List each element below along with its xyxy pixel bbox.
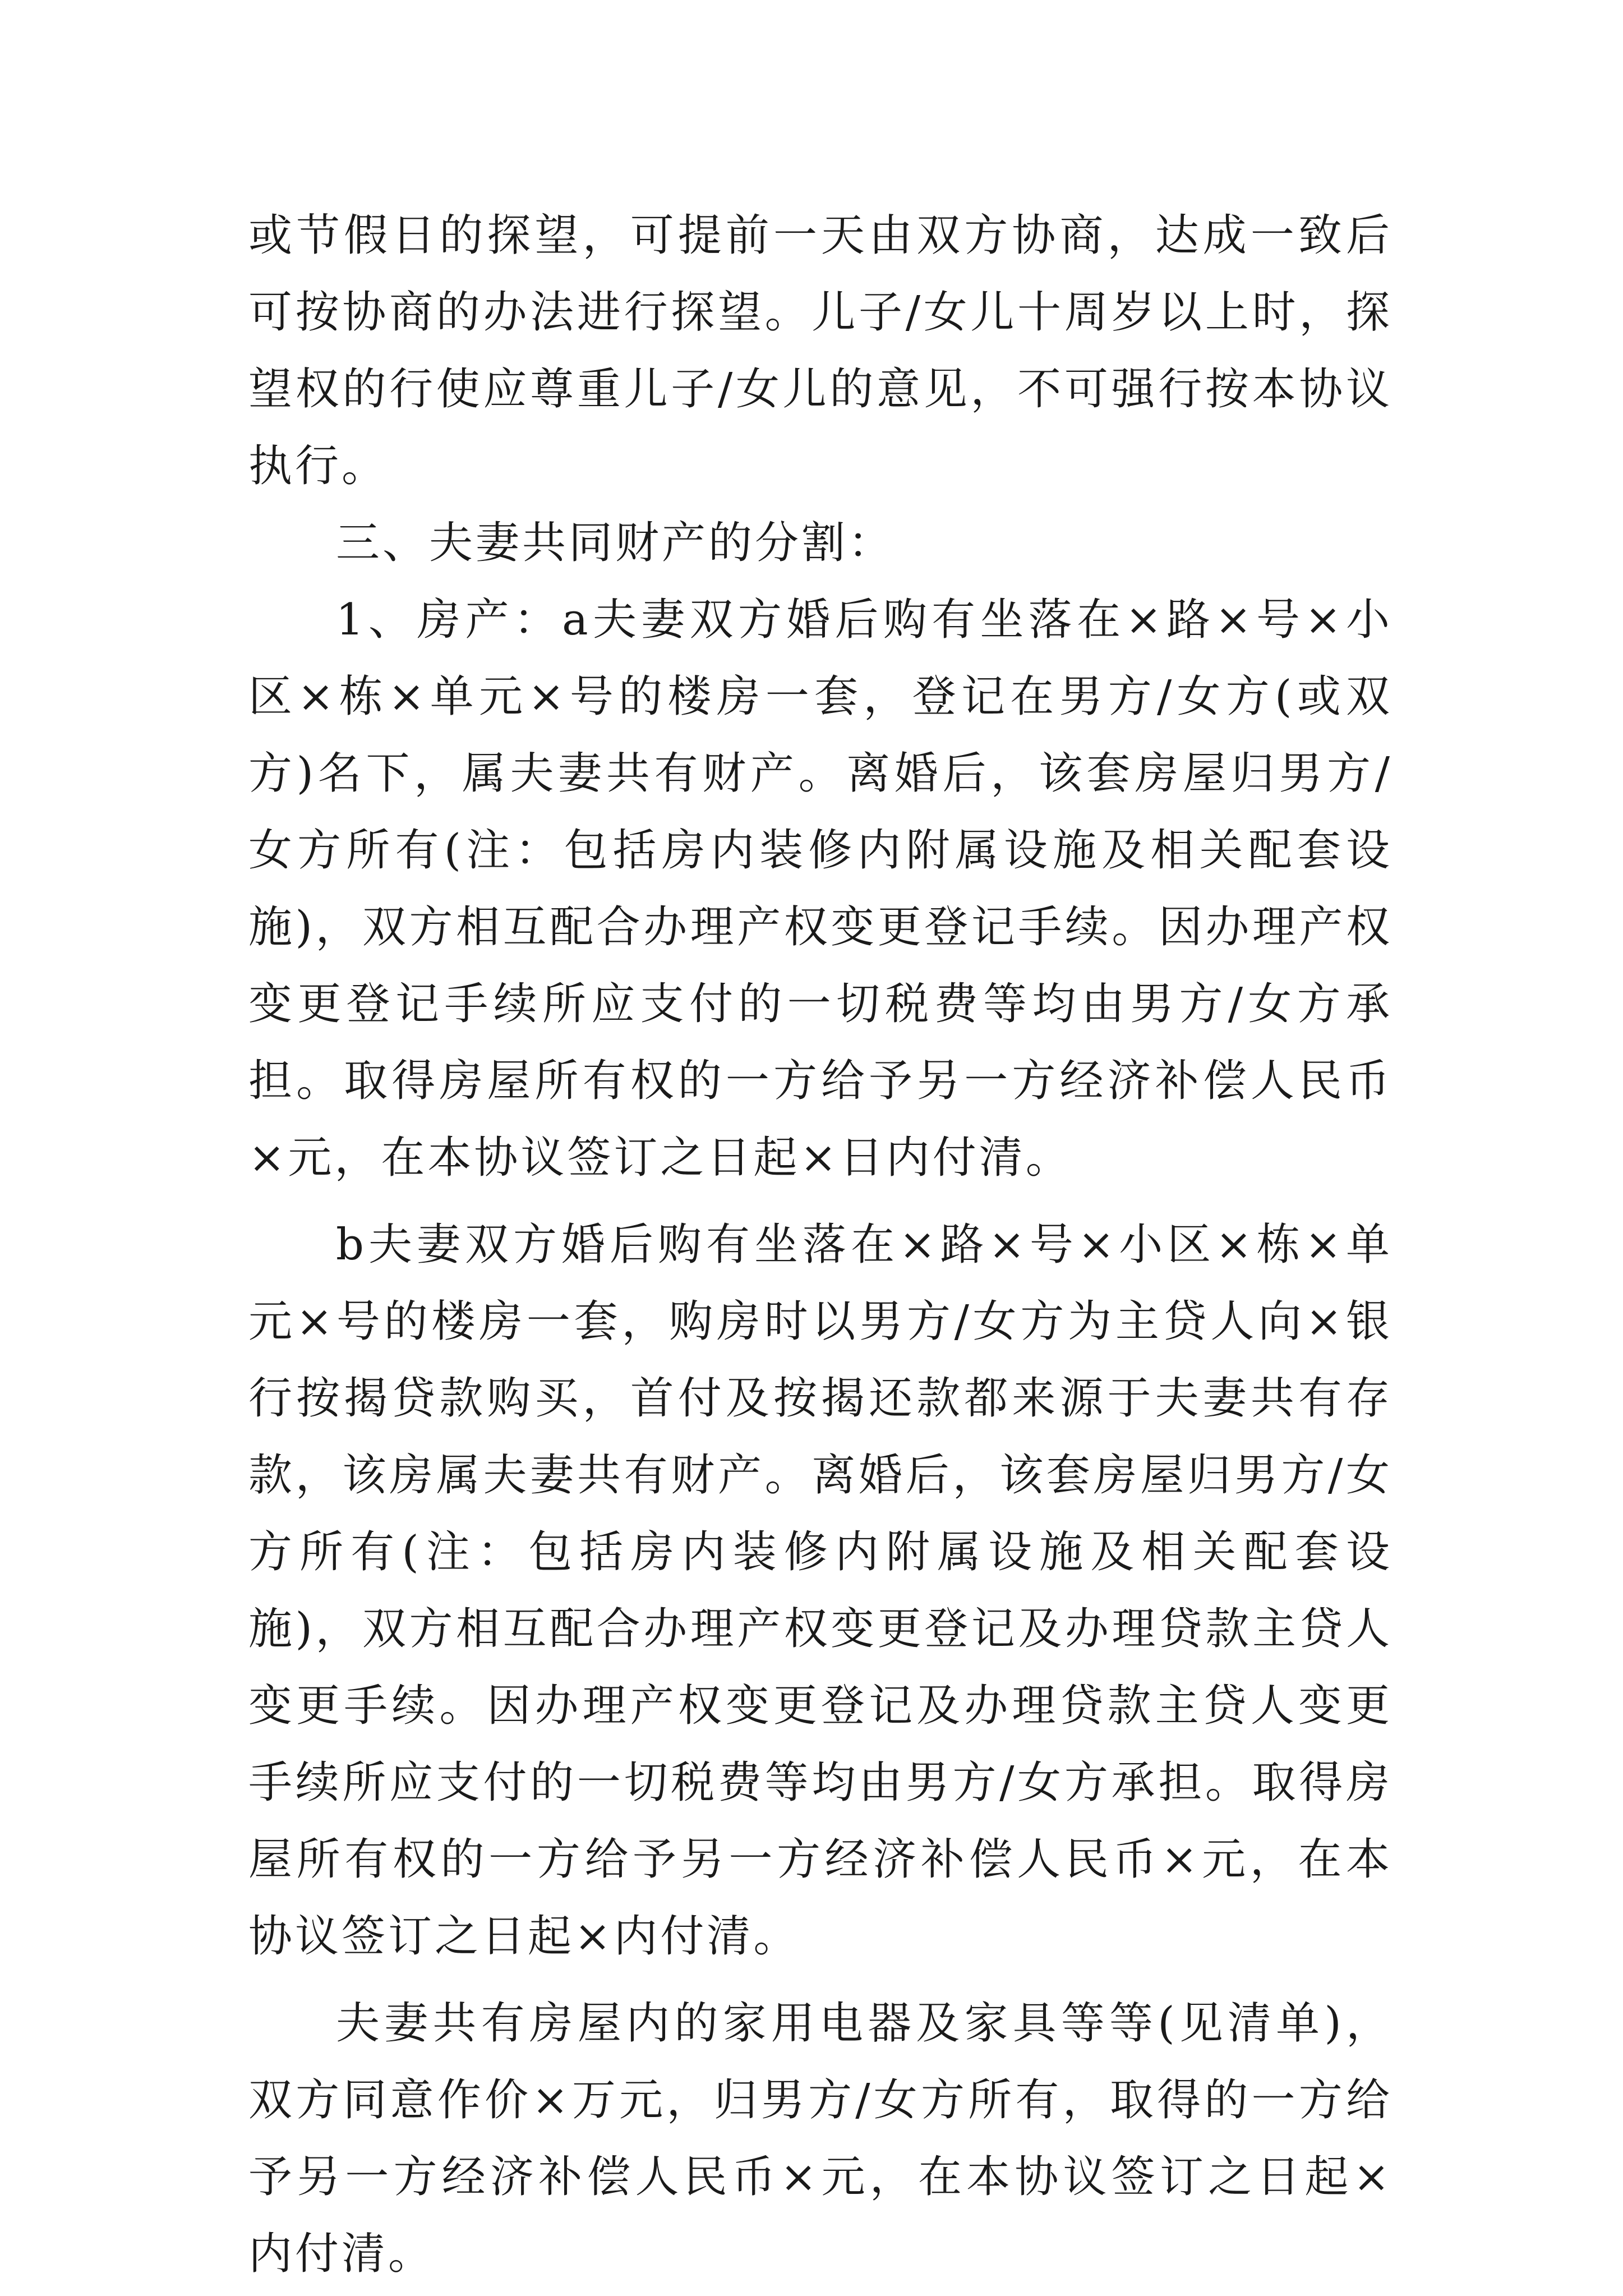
- paragraph-house-b: b夫妻双方婚后购有坐落在×路×号×小区×栋×单元×号的楼房一套，购房时以男方/女方为主贷人向×银行按揭贷款购买，首付及按揭还款都来源于夫妻共有存款，该房属夫妻共有财产。离婚后，该套房屋归男方/女方所有(注：包括房内装修内附属设施及相关配套设施)，双方相互配合办理产权变更登记及办理贷款主贷人变更手续。因办理产权变更登记及办理贷款主贷人变更手续所应支付的一切税费等均由男方/女方承担。取得房屋所有权的一方给予另一方经济补偿人民币×元，在本协议签订之日起×内付清。: [248, 1220, 1393, 1962]
- paragraph-house-a: 1、房产：a夫妻双方婚后购有坐落在×路×号×小区×栋×单元×号的楼房一套，登记在男方/女方(或双方)名下，属夫妻共有财产。离婚后，该套房屋归男方/女方所有(注：包括房内装修内附属设施及相关配套设施)，双方相互配合办理产权变更登记手续。因办理产权变更登记手续所应支付的一切税费等均由男方/女方承担。取得房屋所有权的一方给予另一方经济补偿人民币×元，在本协议签订之日起×日内付清。: [248, 595, 1393, 1183]
- paragraph-appliances-furniture: 夫妻共有房屋内的家用电器及家具等等(见清单)，双方同意作价×万元，归男方/女方所有，取得的一方给予另一方经济补偿人民币×元，在本协议签订之日起×内付清。: [248, 1998, 1393, 2279]
- section-heading-property-division: 三、夫妻共同财产的分割：: [336, 518, 895, 568]
- document-body: [248, 197, 1393, 2293]
- paragraph-visitation-continued: 或节假日的探望，可提前一天由双方协商，达成一致后可按协商的办法进行探望。儿子/女儿十周岁以上时，探望权的行使应尊重儿子/女儿的意见，不可强行按本协议执行。: [248, 210, 1393, 491]
